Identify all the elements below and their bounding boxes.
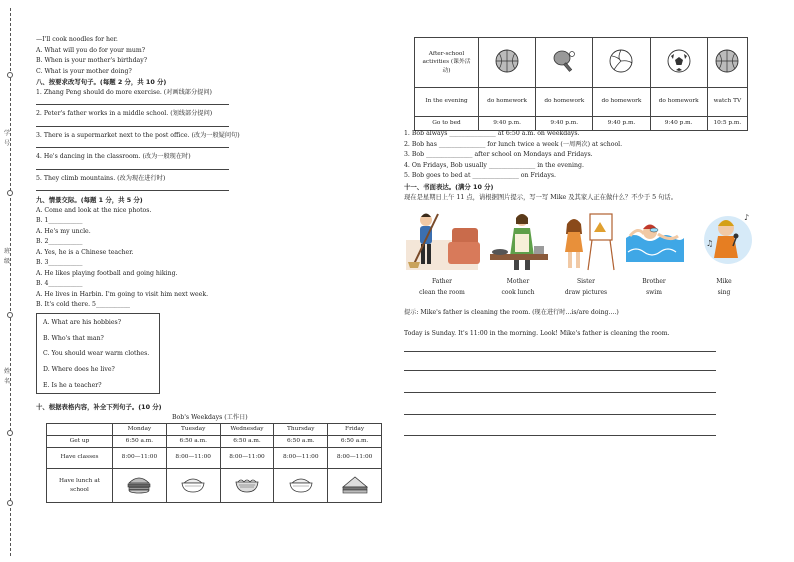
table-cell: 6:50 a.m.: [166, 436, 220, 448]
fill-in-sentences: [404, 130, 622, 183]
table-cell: do homework: [650, 88, 707, 117]
margin-circle: [7, 500, 13, 506]
weekday-table: [46, 423, 382, 503]
soccer-ball-icon: [666, 48, 692, 74]
writing-line[interactable]: [404, 370, 716, 371]
table-cell: 8:00—11:00: [328, 448, 382, 469]
dialogue-line: A. He's my uncle.: [36, 227, 91, 235]
rewrite-item: 4. He's dancing in the classroom. (改为一般现在时): [36, 153, 191, 160]
father-cleaning-picture: [404, 206, 480, 272]
table-cell: do homework: [479, 88, 536, 117]
answer-line[interactable]: [36, 164, 229, 170]
writing-line[interactable]: [404, 351, 716, 352]
margin-circle: [7, 312, 13, 318]
cut-line: [10, 8, 11, 556]
person-name: Mother: [506, 278, 530, 285]
table-cell: 9:40 p.m.: [650, 117, 707, 131]
dialogue-blank[interactable]: B. 4___________: [36, 280, 83, 287]
writing-opening: Today is Sunday. It's 11:00 in the morning. Look! Mike's father is cleaning the room.: [404, 330, 670, 337]
person-name: Sister: [577, 278, 595, 285]
row-label: After-school activities (课外活动): [415, 38, 479, 88]
margin-label: 名: [4, 378, 11, 385]
left-column: [36, 36, 386, 312]
day-header: Tuesday: [166, 424, 220, 436]
rice-bowl-icon: [179, 473, 207, 495]
table-cell: do homework: [593, 88, 650, 117]
section-8-title: 八、按要求改写句子。(每题 2 分，共 10 分): [36, 78, 167, 86]
rewrite-item: 1. Zhang Peng should do more exercise. (对画线部分提问): [36, 88, 212, 96]
day-header: Friday: [328, 424, 382, 436]
fill-sentence[interactable]: 4. On Fridays, Bob usually _______________ in the evening.: [404, 161, 584, 169]
row-label: Go to bed: [415, 117, 479, 131]
margin-label: 学: [4, 130, 11, 137]
table-cell: [328, 469, 382, 503]
noodle-bowl-icon: [233, 473, 261, 495]
table-cell: [113, 469, 167, 503]
option-item: D. Where does he live?: [43, 366, 115, 374]
margin-circle: [7, 430, 13, 436]
person-action: draw pictures: [564, 289, 608, 296]
corner-cell: [47, 424, 113, 436]
table-cell: [593, 38, 650, 88]
table-cell: [220, 469, 274, 503]
mother-cooking-picture: [486, 210, 552, 272]
margin-label: 级: [4, 258, 11, 265]
dialogue-line: A. Come and look at the nice photos.: [36, 206, 152, 214]
margin-circle: [7, 72, 13, 78]
fill-sentence[interactable]: 3. Bob _______________ after school on Mondays and Fridays.: [404, 151, 593, 158]
dialogue-blank[interactable]: B. 1___________: [36, 217, 83, 224]
day-header: Thursday: [274, 424, 328, 436]
dialogue-line: A. Yes, he is a Chinese teacher.: [36, 248, 134, 256]
rewrite-item: 3. There is a supermarket next to the post office. (改为一般疑问句): [36, 131, 240, 139]
ping-pong-icon: [551, 48, 577, 74]
table-cell: 6:50 a.m.: [328, 436, 382, 448]
option-item: C. You should wear warm clothes.: [43, 350, 150, 358]
person-name: Brother: [642, 278, 666, 285]
hamburger-icon: [125, 473, 153, 495]
margin-label: 班: [4, 248, 11, 255]
answer-line[interactable]: [36, 142, 229, 148]
table-cell: [536, 38, 593, 88]
binding-margin: [0, 0, 16, 562]
mike-singing-picture: [698, 206, 756, 270]
table-cell: 8:00—11:00: [274, 448, 328, 469]
volleyball-icon: [608, 48, 634, 74]
table-cell: 6:50 a.m.: [113, 436, 167, 448]
option-item: B. Who's that man?: [43, 334, 104, 342]
dialogue-line: —I'll cook noodles for her.: [36, 36, 118, 43]
answer-line[interactable]: [36, 99, 229, 105]
dialogue-blank[interactable]: B. 2___________: [36, 238, 83, 245]
dialogue-line: A. He lives in Harbin. I'm going to visit him next week.: [36, 290, 209, 298]
rewrite-item: 5. They climb mountains. (改为现在进行时): [36, 174, 166, 182]
margin-circle: [7, 190, 13, 196]
day-header: Monday: [113, 424, 167, 436]
table-cell: 8:00—11:00: [220, 448, 274, 469]
svg-text:♪: ♪: [744, 213, 750, 222]
fill-sentence[interactable]: 2. Bob has _______________ for lunch twice a week (一周两次) at school.: [404, 140, 623, 148]
section-9-title: 九、情景交际。(每题 1 分，共 5 分): [36, 196, 143, 204]
dialogue-line: A. He likes playing football and going hiking.: [36, 269, 178, 277]
table-cell: [650, 38, 707, 88]
sister-drawing-picture: [556, 210, 616, 272]
table-cell: 9:40 p.m.: [593, 117, 650, 131]
table-cell: 8:00—11:00: [113, 448, 167, 469]
dialogue-blank[interactable]: B. It's cold there. 5___________: [36, 301, 131, 308]
writing-hint: 提示: Mike's father is cleaning the room. (现在进行时...is/are doing....): [404, 309, 619, 316]
table-cell: [166, 469, 220, 503]
options-box: [36, 313, 160, 394]
row-label: Have lunch at school: [47, 469, 113, 503]
table-cell: 9:40 p.m.: [536, 117, 593, 131]
option-item: E. Is he a teacher?: [43, 381, 102, 389]
basketball-icon: [714, 48, 740, 74]
section-10-title: 十、根据表格内容，补全下列句子。(10 分): [36, 403, 162, 411]
table-cell: [479, 38, 536, 88]
fill-sentence[interactable]: 5. Bob goes to bed at _______________ on Fridays.: [404, 172, 556, 179]
table-cell: 6:50 a.m.: [220, 436, 274, 448]
table-cell: do homework: [536, 88, 593, 117]
basketball-icon: [494, 48, 520, 74]
margin-label: 号: [4, 140, 11, 147]
person-action: cook lunch: [501, 289, 535, 296]
rewrite-item: 2. Peter's father works in a middle school. (划线部分提问): [36, 110, 213, 117]
writing-prompt: 现在是星期日上午 11 点，请根据图片提示，写一写 Mike 及其家人正在做什么？不少于 5 句话。: [404, 194, 678, 201]
person-name: Father: [431, 278, 453, 285]
day-header: Wednesday: [220, 424, 274, 436]
person-action: swim: [646, 289, 662, 296]
option-item: A. What are his hobbies?: [43, 319, 122, 326]
dialogue-option: B. When is your mother's birthday?: [36, 57, 148, 64]
person-name: Mike: [716, 278, 732, 285]
row-label: Have classes: [47, 448, 113, 469]
writing-line[interactable]: [404, 435, 716, 436]
writing-line[interactable]: [404, 392, 716, 393]
row-label: In the evening: [415, 88, 479, 117]
table-cell: 9:40 p.m.: [479, 117, 536, 131]
sandwich-icon: [340, 473, 370, 495]
fill-sentence[interactable]: 1. Bob always _______________ at 6:50 a.m. on weekdays.: [404, 130, 580, 137]
table-cell: 8:00—11:00: [166, 448, 220, 469]
row-label: Get up: [47, 436, 113, 448]
rice-bowl-icon: [287, 473, 315, 495]
dialogue-option: A. What will you do for your mum?: [36, 46, 146, 54]
person-action: clean the room: [419, 289, 465, 296]
answer-line[interactable]: [36, 185, 229, 191]
table-cell: 6:50 a.m.: [274, 436, 328, 448]
person-action: sing: [717, 289, 731, 296]
dialogue-blank[interactable]: B. 3___________: [36, 259, 83, 266]
writing-line[interactable]: [404, 414, 716, 415]
activities-table: [414, 37, 748, 131]
table-cell: [274, 469, 328, 503]
table-caption: Bob's Weekdays (工作日): [172, 414, 248, 421]
table-cell: watch TV: [707, 88, 747, 117]
section-11-title: 十一、书面表达。(满分 10 分): [404, 183, 494, 191]
table-cell: [707, 38, 747, 88]
brother-swimming-picture: [624, 212, 686, 270]
table-cell: 10:5 p.m.: [707, 117, 747, 131]
answer-line[interactable]: [36, 121, 229, 127]
dialogue-option: C. What is your mother doing?: [36, 67, 132, 75]
svg-text:♫: ♫: [706, 239, 714, 248]
margin-label: 姓: [4, 368, 11, 375]
